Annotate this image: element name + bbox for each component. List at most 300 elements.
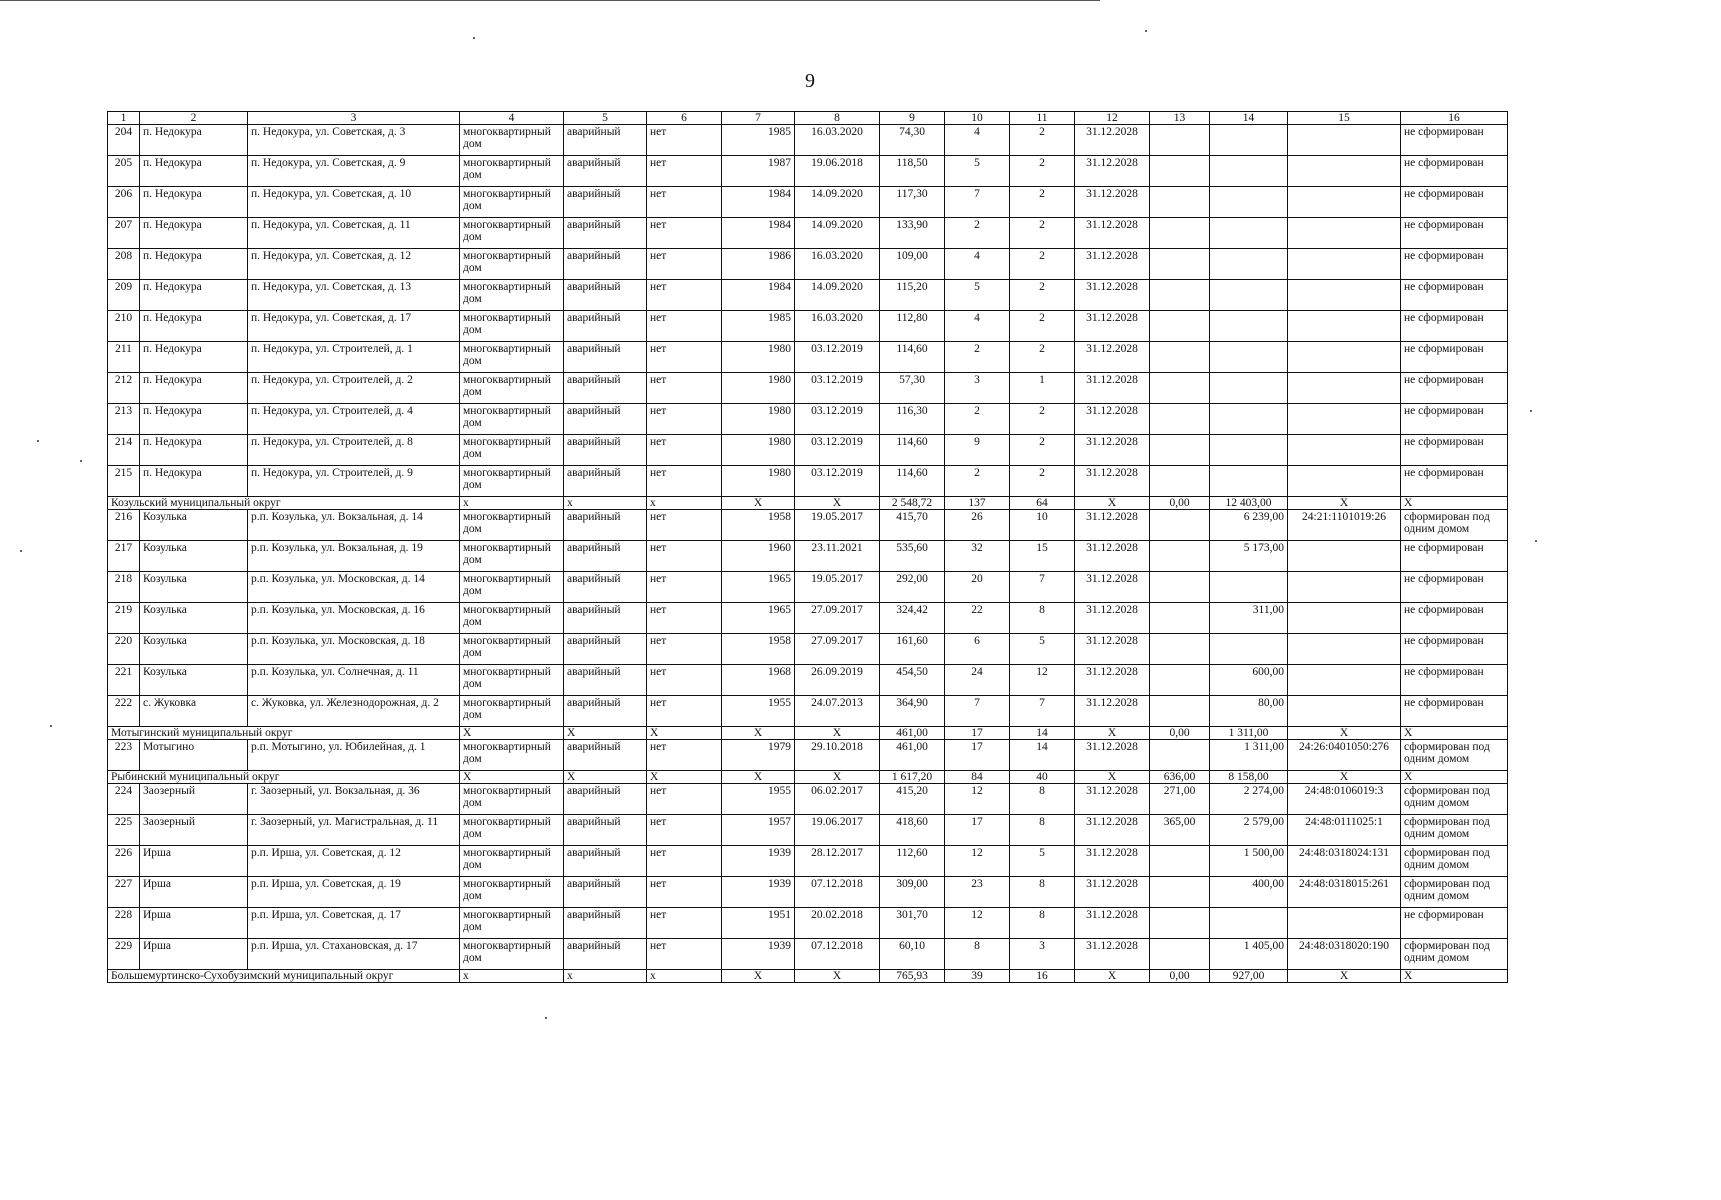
cell-building-type: многоквартирный дом [460, 187, 564, 218]
cell-status: нет [647, 541, 722, 572]
scan-speck [1145, 30, 1147, 32]
cell-settlement: Козулька [140, 572, 248, 603]
cell-building-type: многоквартирный дом [460, 466, 564, 497]
group-cell-land-status: X [1401, 727, 1508, 740]
cell-area-2 [1210, 342, 1288, 373]
cell-area-2 [1210, 249, 1288, 280]
group-cell-deadline: X [1075, 727, 1150, 740]
table-row [108, 311, 1508, 342]
cell-status: нет [647, 404, 722, 435]
table-row [108, 541, 1508, 572]
cell-building-type: многоквартирный дом [460, 373, 564, 404]
cell-land-status: не сформирован [1401, 125, 1508, 156]
cell-address: р.п. Козулька, ул. Солнечная, д. 11 [248, 665, 460, 696]
cell-area: 418,60 [880, 815, 945, 846]
group-cell-date: X [795, 970, 880, 983]
cell-deadline: 31.12.2028 [1075, 280, 1150, 311]
cell-land-status: сформирован под одним домом [1401, 846, 1508, 877]
cell-area-1: 365,00 [1150, 815, 1210, 846]
cell-premises: 5 [1010, 634, 1075, 665]
group-cell-date: X [795, 497, 880, 510]
cell-premises: 1 [1010, 373, 1075, 404]
group-cell-year: X [722, 497, 795, 510]
cell-land-status: сформирован под одним домом [1401, 877, 1508, 908]
cell-settlement: п. Недокура [140, 373, 248, 404]
group-cell-condition: X [564, 727, 647, 740]
cell-residents: 12 [945, 846, 1010, 877]
cell-area-1 [1150, 696, 1210, 727]
cell-cadastral-number [1288, 665, 1401, 696]
cell-area-2 [1210, 187, 1288, 218]
cell-area: 324,42 [880, 603, 945, 634]
cell-condition: аварийный [564, 784, 647, 815]
cell-address: п. Недокура, ул. Советская, д. 13 [248, 280, 460, 311]
cell-date: 19.06.2018 [795, 156, 880, 187]
cell-date: 23.11.2021 [795, 541, 880, 572]
group-cell-residents: 137 [945, 497, 1010, 510]
cell-premises: 2 [1010, 125, 1075, 156]
cell-condition: аварийный [564, 342, 647, 373]
cell-premises: 2 [1010, 311, 1075, 342]
cell-year: 1984 [722, 280, 795, 311]
cell-settlement: Ирша [140, 939, 248, 970]
cell-row-number: 217 [108, 541, 140, 572]
cell-area: 114,60 [880, 342, 945, 373]
table-row [108, 939, 1508, 970]
cell-date: 03.12.2019 [795, 342, 880, 373]
cell-date: 28.12.2017 [795, 846, 880, 877]
cell-row-number: 222 [108, 696, 140, 727]
table-row [108, 125, 1508, 156]
cell-row-number: 213 [108, 404, 140, 435]
cell-condition: аварийный [564, 156, 647, 187]
cell-area: 133,90 [880, 218, 945, 249]
cell-settlement: Козулька [140, 634, 248, 665]
cell-year: 1939 [722, 939, 795, 970]
cell-cadastral-number [1288, 435, 1401, 466]
cell-building-type: многоквартирный дом [460, 634, 564, 665]
cell-area: 309,00 [880, 877, 945, 908]
cell-status: нет [647, 435, 722, 466]
cell-settlement: Мотыгино [140, 740, 248, 771]
cell-cadastral-number [1288, 156, 1401, 187]
table-row [108, 740, 1508, 771]
cell-land-status: не сформирован [1401, 541, 1508, 572]
cell-year: 1987 [722, 156, 795, 187]
group-cell-year: X [722, 727, 795, 740]
cell-area-1 [1150, 510, 1210, 541]
group-cell-cadastral-number: X [1288, 727, 1401, 740]
cell-residents: 5 [945, 156, 1010, 187]
cell-deadline: 31.12.2028 [1075, 342, 1150, 373]
cell-cadastral-number: 24:26:0401050:276 [1288, 740, 1401, 771]
cell-status: нет [647, 784, 722, 815]
cell-land-status: не сформирован [1401, 466, 1508, 497]
cell-year: 1955 [722, 784, 795, 815]
cell-area-2 [1210, 125, 1288, 156]
group-cell-status: x [647, 970, 722, 983]
cell-status: нет [647, 634, 722, 665]
group-cell-status: X [647, 771, 722, 784]
group-cell-premises: 64 [1010, 497, 1075, 510]
cell-address: п. Недокура, ул. Советская, д. 11 [248, 218, 460, 249]
column-header-13: 13 [1150, 112, 1210, 125]
group-cell-area-1: 636,00 [1150, 771, 1210, 784]
cell-address: с. Жуковка, ул. Железнодорожная, д. 2 [248, 696, 460, 727]
cell-residents: 12 [945, 784, 1010, 815]
cell-premises: 3 [1010, 939, 1075, 970]
cell-land-status: не сформирован [1401, 249, 1508, 280]
cell-building-type: многоквартирный дом [460, 311, 564, 342]
cell-area-1 [1150, 877, 1210, 908]
cell-cadastral-number [1288, 572, 1401, 603]
group-total-row [108, 970, 1508, 983]
cell-cadastral-number [1288, 404, 1401, 435]
cell-condition: аварийный [564, 373, 647, 404]
group-name: Мотыгинский муниципальный округ [108, 727, 460, 740]
group-name: Козульский муниципальный округ [108, 497, 460, 510]
cell-premises: 2 [1010, 466, 1075, 497]
cell-row-number: 221 [108, 665, 140, 696]
cell-premises: 10 [1010, 510, 1075, 541]
cell-area-1: 271,00 [1150, 784, 1210, 815]
cell-year: 1985 [722, 125, 795, 156]
cell-area-2 [1210, 156, 1288, 187]
column-header-8: 8 [795, 112, 880, 125]
cell-row-number: 211 [108, 342, 140, 373]
cell-deadline: 31.12.2028 [1075, 939, 1150, 970]
cell-address: р.п. Ирша, ул. Стахановская, д. 17 [248, 939, 460, 970]
cell-status: нет [647, 156, 722, 187]
group-cell-area-2: 927,00 [1210, 970, 1288, 983]
cell-settlement: п. Недокура [140, 280, 248, 311]
cell-area-1 [1150, 572, 1210, 603]
cell-building-type: многоквартирный дом [460, 572, 564, 603]
group-cell-area-1: 0,00 [1150, 497, 1210, 510]
cell-date: 27.09.2017 [795, 634, 880, 665]
cell-cadastral-number: 24:48:0106019:3 [1288, 784, 1401, 815]
cell-settlement: п. Недокура [140, 404, 248, 435]
cell-area-1 [1150, 280, 1210, 311]
column-header-15: 15 [1288, 112, 1401, 125]
cell-row-number: 207 [108, 218, 140, 249]
cell-address: г. Заозерный, ул. Магистральная, д. 11 [248, 815, 460, 846]
cell-condition: аварийный [564, 572, 647, 603]
group-cell-cadastral-number: X [1288, 497, 1401, 510]
cell-area-1 [1150, 249, 1210, 280]
cell-condition: аварийный [564, 404, 647, 435]
cell-settlement: п. Недокура [140, 187, 248, 218]
cell-area-1 [1150, 156, 1210, 187]
cell-residents: 9 [945, 435, 1010, 466]
cell-building-type: многоквартирный дом [460, 846, 564, 877]
cell-deadline: 31.12.2028 [1075, 510, 1150, 541]
group-name: Большемуртинско-Сухобузимский муниципальный округ [108, 970, 460, 983]
group-cell-residents: 39 [945, 970, 1010, 983]
cell-year: 1958 [722, 510, 795, 541]
cell-condition: аварийный [564, 541, 647, 572]
cell-deadline: 31.12.2028 [1075, 187, 1150, 218]
cell-residents: 24 [945, 665, 1010, 696]
cell-premises: 2 [1010, 435, 1075, 466]
cell-building-type: многоквартирный дом [460, 665, 564, 696]
cell-cadastral-number [1288, 218, 1401, 249]
cell-year: 1939 [722, 846, 795, 877]
cell-status: нет [647, 908, 722, 939]
cell-address: п. Недокура, ул. Советская, д. 10 [248, 187, 460, 218]
cell-premises: 14 [1010, 740, 1075, 771]
cell-area: 116,30 [880, 404, 945, 435]
group-cell-building-type: X [460, 727, 564, 740]
cell-settlement: п. Недокура [140, 125, 248, 156]
group-cell-land-status: X [1401, 497, 1508, 510]
cell-status: нет [647, 187, 722, 218]
cell-deadline: 31.12.2028 [1075, 740, 1150, 771]
cell-building-type: многоквартирный дом [460, 740, 564, 771]
cell-area: 112,80 [880, 311, 945, 342]
group-cell-area: 2 548,72 [880, 497, 945, 510]
cell-settlement: Ирша [140, 877, 248, 908]
cell-row-number: 220 [108, 634, 140, 665]
group-total-row [108, 771, 1508, 784]
cell-settlement: Ирша [140, 908, 248, 939]
cell-settlement: Козулька [140, 510, 248, 541]
cell-condition: аварийный [564, 846, 647, 877]
cell-address: р.п. Козулька, ул. Московская, д. 16 [248, 603, 460, 634]
cell-residents: 4 [945, 311, 1010, 342]
cell-status: нет [647, 877, 722, 908]
cell-residents: 2 [945, 404, 1010, 435]
table-row [108, 815, 1508, 846]
group-cell-condition: X [564, 771, 647, 784]
group-cell-status: x [647, 497, 722, 510]
cell-date: 14.09.2020 [795, 280, 880, 311]
cell-year: 1985 [722, 311, 795, 342]
cell-status: нет [647, 815, 722, 846]
cell-area-2: 6 239,00 [1210, 510, 1288, 541]
cell-deadline: 31.12.2028 [1075, 846, 1150, 877]
cell-premises: 2 [1010, 218, 1075, 249]
group-cell-area-2: 12 403,00 [1210, 497, 1288, 510]
cell-settlement: п. Недокура [140, 311, 248, 342]
cell-cadastral-number [1288, 342, 1401, 373]
cell-building-type: многоквартирный дом [460, 249, 564, 280]
cell-settlement: Заозерный [140, 815, 248, 846]
table-row [108, 218, 1508, 249]
cell-residents: 20 [945, 572, 1010, 603]
cell-status: нет [647, 603, 722, 634]
group-cell-area: 461,00 [880, 727, 945, 740]
cell-area-2 [1210, 634, 1288, 665]
cell-row-number: 210 [108, 311, 140, 342]
cell-building-type: многоквартирный дом [460, 603, 564, 634]
cell-cadastral-number [1288, 187, 1401, 218]
cell-land-status: не сформирован [1401, 373, 1508, 404]
cell-deadline: 31.12.2028 [1075, 311, 1150, 342]
column-header-12: 12 [1075, 112, 1150, 125]
cell-status: нет [647, 846, 722, 877]
cell-residents: 26 [945, 510, 1010, 541]
cell-deadline: 31.12.2028 [1075, 156, 1150, 187]
cell-year: 1951 [722, 908, 795, 939]
cell-area-2 [1210, 908, 1288, 939]
cell-area: 535,60 [880, 541, 945, 572]
cell-status: нет [647, 572, 722, 603]
cell-area: 118,50 [880, 156, 945, 187]
cell-building-type: многоквартирный дом [460, 939, 564, 970]
cell-cadastral-number: 24:48:0318024:131 [1288, 846, 1401, 877]
cell-land-status: не сформирован [1401, 696, 1508, 727]
cell-premises: 8 [1010, 908, 1075, 939]
cell-condition: аварийный [564, 435, 647, 466]
column-header-16: 16 [1401, 112, 1508, 125]
column-header-3: 3 [248, 112, 460, 125]
cell-status: нет [647, 311, 722, 342]
table-row [108, 373, 1508, 404]
cell-deadline: 31.12.2028 [1075, 908, 1150, 939]
scan-speck [473, 37, 475, 39]
cell-area-2: 1 405,00 [1210, 939, 1288, 970]
cell-condition: аварийный [564, 510, 647, 541]
cell-area-2 [1210, 572, 1288, 603]
cell-area: 415,20 [880, 784, 945, 815]
cell-settlement: п. Недокура [140, 342, 248, 373]
scan-speck [1535, 540, 1537, 542]
cell-date: 14.09.2020 [795, 218, 880, 249]
cell-residents: 32 [945, 541, 1010, 572]
cell-date: 14.09.2020 [795, 187, 880, 218]
cell-date: 20.02.2018 [795, 908, 880, 939]
cell-premises: 7 [1010, 572, 1075, 603]
cell-status: нет [647, 696, 722, 727]
cell-condition: аварийный [564, 939, 647, 970]
group-cell-status: X [647, 727, 722, 740]
cell-condition: аварийный [564, 815, 647, 846]
table-row [108, 510, 1508, 541]
cell-cadastral-number [1288, 373, 1401, 404]
cell-date: 29.10.2018 [795, 740, 880, 771]
cell-cadastral-number [1288, 125, 1401, 156]
cell-date: 03.12.2019 [795, 435, 880, 466]
cell-settlement: Козулька [140, 665, 248, 696]
cell-cadastral-number [1288, 908, 1401, 939]
cell-area-2 [1210, 466, 1288, 497]
cell-year: 1955 [722, 696, 795, 727]
cell-area-1 [1150, 846, 1210, 877]
cell-status: нет [647, 249, 722, 280]
cell-address: п. Недокура, ул. Советская, д. 9 [248, 156, 460, 187]
cell-status: нет [647, 740, 722, 771]
cell-settlement: п. Недокура [140, 466, 248, 497]
cell-condition: аварийный [564, 603, 647, 634]
cell-premises: 8 [1010, 877, 1075, 908]
table-row [108, 280, 1508, 311]
cell-address: п. Недокура, ул. Советская, д. 17 [248, 311, 460, 342]
cell-area-1 [1150, 541, 1210, 572]
cell-building-type: многоквартирный дом [460, 218, 564, 249]
cell-area: 109,00 [880, 249, 945, 280]
cell-address: р.п. Ирша, ул. Советская, д. 19 [248, 877, 460, 908]
cell-residents: 22 [945, 603, 1010, 634]
cell-status: нет [647, 466, 722, 497]
table-row [108, 665, 1508, 696]
cell-building-type: многоквартирный дом [460, 342, 564, 373]
cell-premises: 2 [1010, 404, 1075, 435]
cell-condition: аварийный [564, 218, 647, 249]
group-total-row [108, 727, 1508, 740]
cell-land-status: сформирован под одним домом [1401, 740, 1508, 771]
cell-premises: 2 [1010, 187, 1075, 218]
cell-building-type: многоквартирный дом [460, 404, 564, 435]
column-header-14: 14 [1210, 112, 1288, 125]
cell-date: 03.12.2019 [795, 466, 880, 497]
cell-settlement: п. Недокура [140, 156, 248, 187]
cell-area: 57,30 [880, 373, 945, 404]
cell-status: нет [647, 280, 722, 311]
cell-area-1 [1150, 373, 1210, 404]
cell-condition: аварийный [564, 908, 647, 939]
cell-cadastral-number: 24:48:0111025:1 [1288, 815, 1401, 846]
cell-row-number: 204 [108, 125, 140, 156]
cell-land-status: сформирован под одним домом [1401, 510, 1508, 541]
column-header-4: 4 [460, 112, 564, 125]
column-number-header [108, 112, 1508, 125]
group-cell-cadastral-number: X [1288, 970, 1401, 983]
cell-date: 03.12.2019 [795, 404, 880, 435]
cell-condition: аварийный [564, 634, 647, 665]
cell-settlement: п. Недокура [140, 435, 248, 466]
group-name: Рыбинский муниципальный округ [108, 771, 460, 784]
cell-year: 1979 [722, 740, 795, 771]
cell-cadastral-number: 24:21:1101019:26 [1288, 510, 1401, 541]
group-cell-area-2: 8 158,00 [1210, 771, 1288, 784]
cell-area-1 [1150, 404, 1210, 435]
group-cell-deadline: X [1075, 970, 1150, 983]
cell-residents: 23 [945, 877, 1010, 908]
cell-row-number: 212 [108, 373, 140, 404]
cell-date: 16.03.2020 [795, 125, 880, 156]
scan-speck [1530, 410, 1532, 412]
cell-status: нет [647, 373, 722, 404]
cell-deadline: 31.12.2028 [1075, 218, 1150, 249]
table-row [108, 603, 1508, 634]
cell-residents: 3 [945, 373, 1010, 404]
cell-premises: 15 [1010, 541, 1075, 572]
cell-row-number: 229 [108, 939, 140, 970]
group-cell-land-status: X [1401, 771, 1508, 784]
cell-deadline: 31.12.2028 [1075, 784, 1150, 815]
cell-area-2: 400,00 [1210, 877, 1288, 908]
cell-building-type: многоквартирный дом [460, 156, 564, 187]
table-row [108, 466, 1508, 497]
cell-address: г. Заозерный, ул. Вокзальная, д. 36 [248, 784, 460, 815]
cell-land-status: не сформирован [1401, 218, 1508, 249]
group-cell-premises: 14 [1010, 727, 1075, 740]
cell-area: 415,70 [880, 510, 945, 541]
cell-deadline: 31.12.2028 [1075, 125, 1150, 156]
group-cell-premises: 16 [1010, 970, 1075, 983]
cell-deadline: 31.12.2028 [1075, 404, 1150, 435]
cell-area-1 [1150, 665, 1210, 696]
cell-premises: 8 [1010, 603, 1075, 634]
cell-deadline: 31.12.2028 [1075, 572, 1150, 603]
cell-row-number: 228 [108, 908, 140, 939]
cell-date: 16.03.2020 [795, 311, 880, 342]
cell-date: 27.09.2017 [795, 603, 880, 634]
group-cell-area-1: 0,00 [1150, 970, 1210, 983]
group-cell-cadastral-number: X [1288, 771, 1401, 784]
group-cell-condition: x [564, 970, 647, 983]
